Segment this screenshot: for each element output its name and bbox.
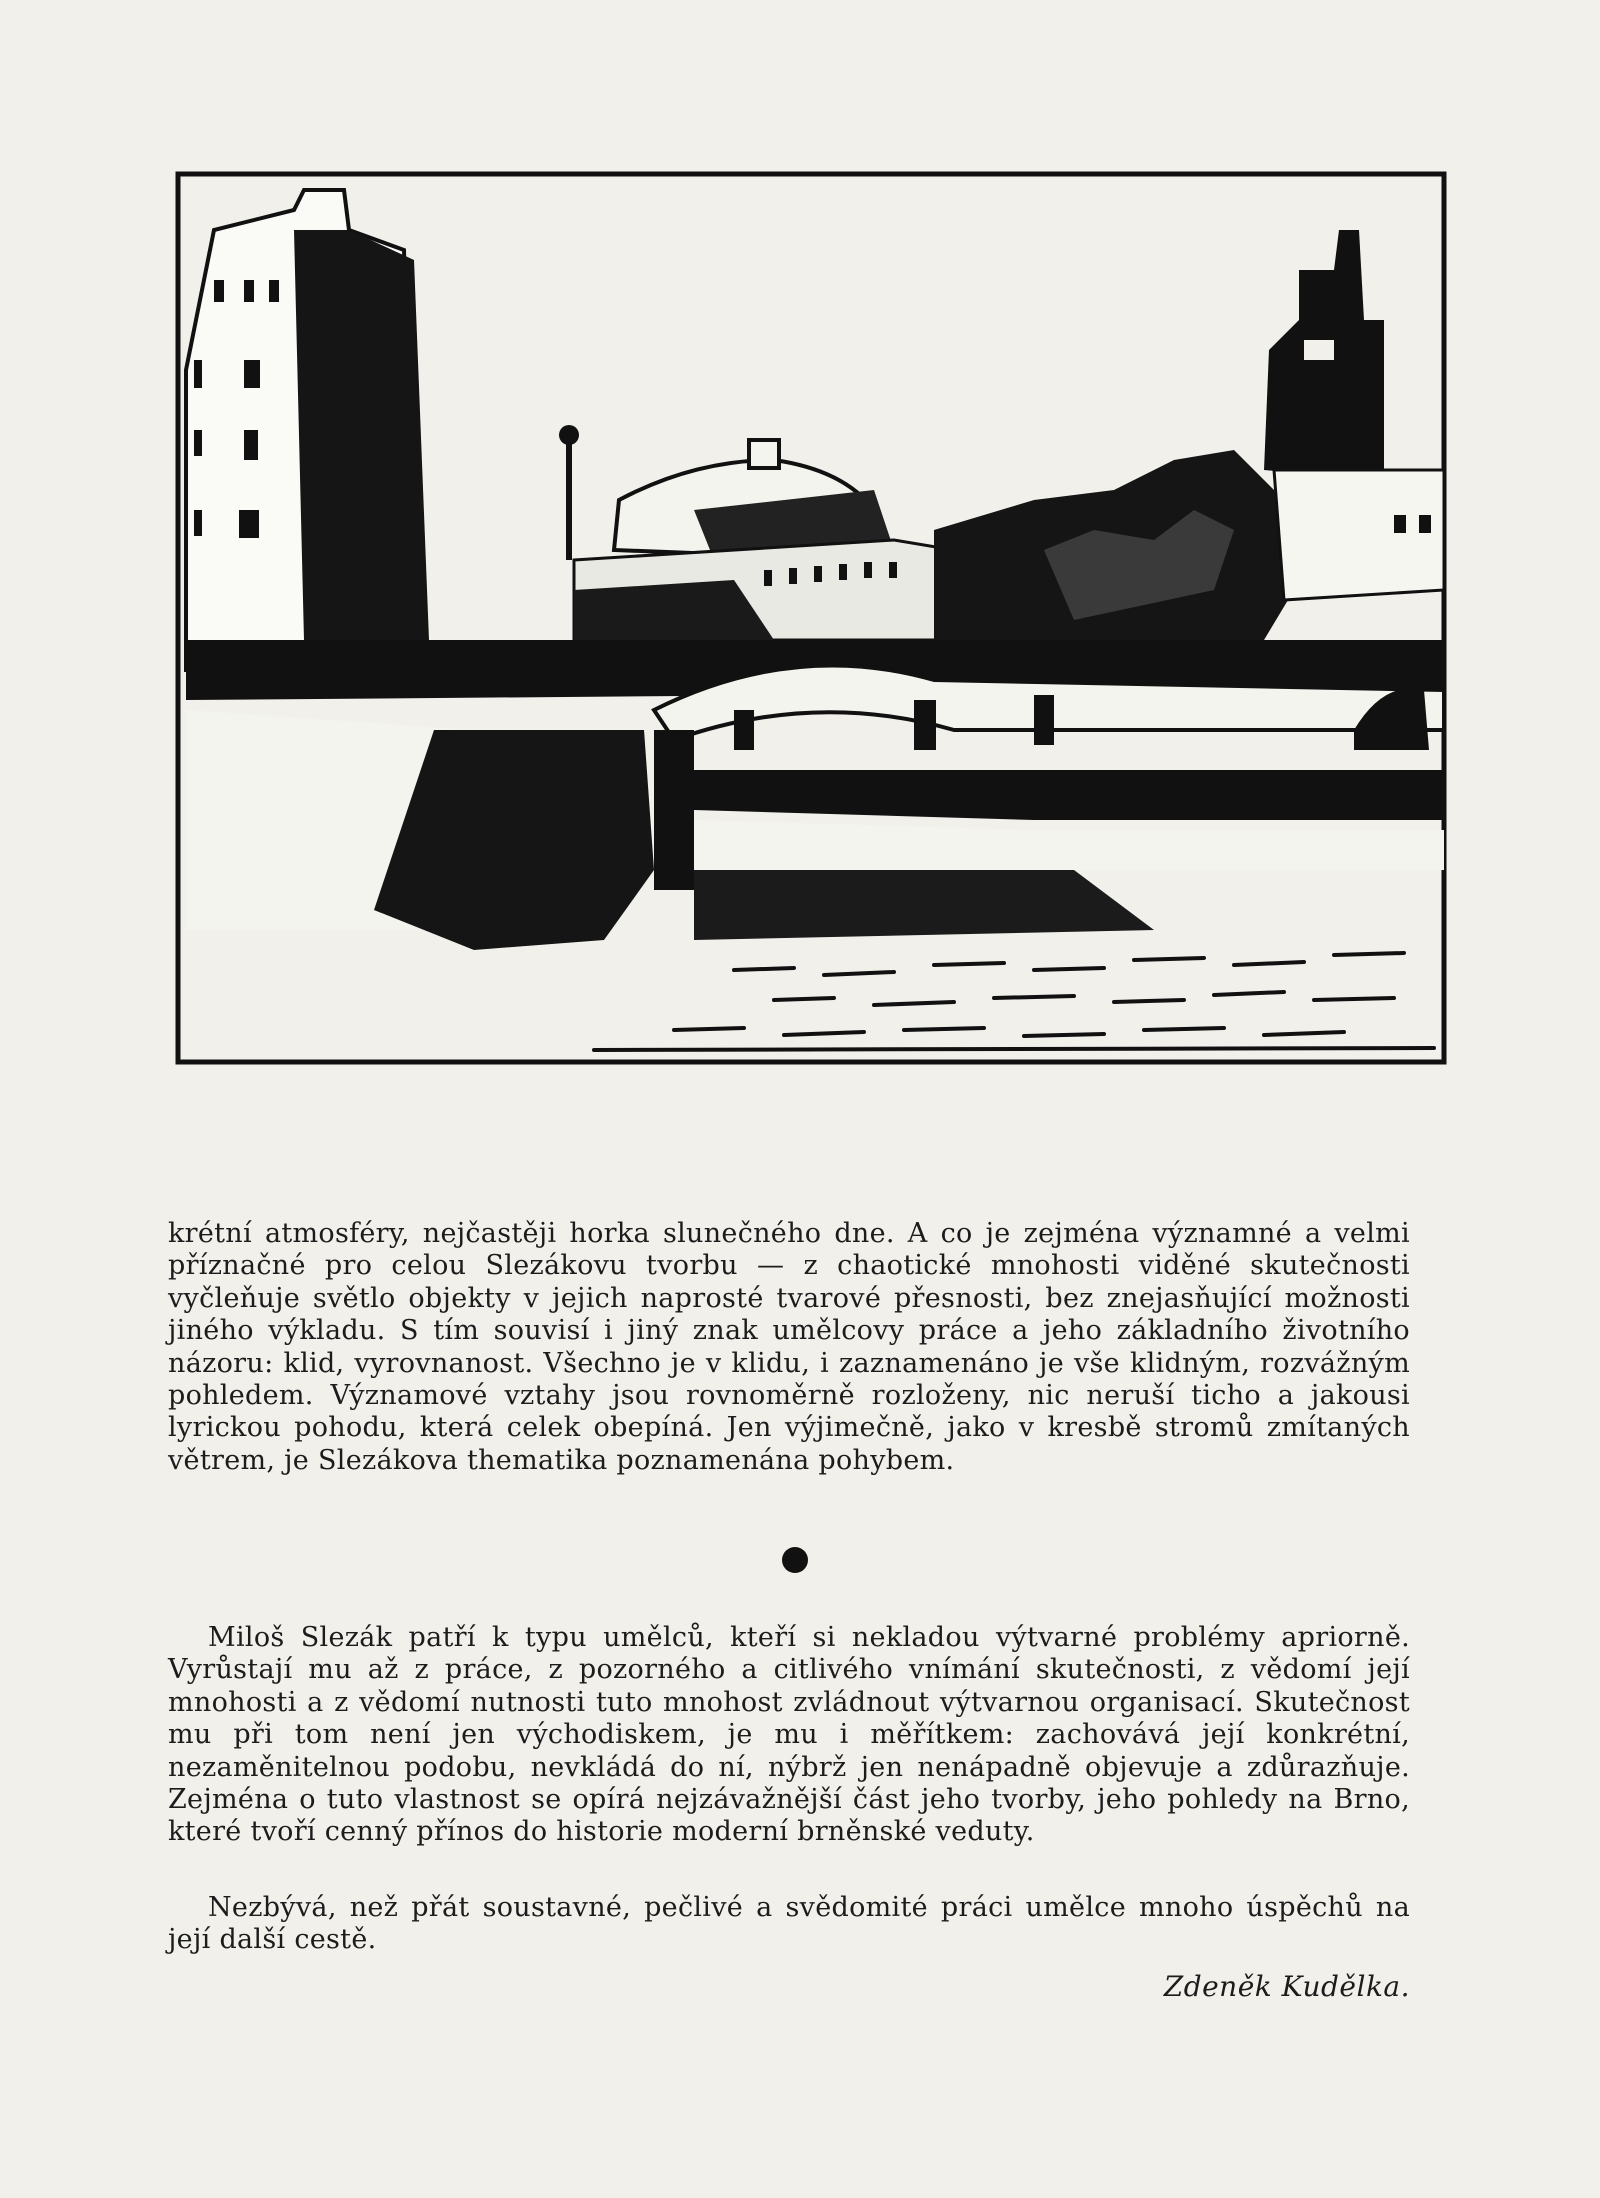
paragraph-3	[168, 1892, 1410, 1957]
left-building-shadow	[294, 230, 429, 640]
divider-dot	[782, 1547, 808, 1573]
author-signature: Zdeněk Kudělka.	[1163, 1970, 1410, 2003]
drawing-svg	[174, 170, 1450, 1070]
paragraph-3-text: Nezbývá, než přát soustavné, pečlivé a svědomité práci umělce mnoho úspěchů na její další cestě.	[168, 1892, 1410, 1956]
lower-embankment	[694, 770, 1444, 820]
water-strokes	[594, 953, 1434, 1050]
paragraph-2	[168, 1622, 1410, 1849]
paragraph-1	[168, 1218, 1410, 1477]
paragraph-1-text: krétní atmosféry, nejčastěji horka slunečného dne. A co je zejména významné a velmi příznačné pro celou Slezákovu tvorbu — z chaotické mnohosti viděné skutečnosti vyčleňuje světlo objekty v jejich naprosté tvarové přesnosti, bez znejasňující možnosti jiného výkladu. S tím souvisí i jiný znak umělcovy práce a jeho základního životního názoru: klid, vyrovnanost. Všechno je v klidu, i zaznamenáno je vše klidným, rozvážným pohledem. Významové vztahy jsou rovnoměrně rozloženy, nic neruší ticho a jakousi lyrickou pohodu, která celek obepíná. Jen výjimečně, jako v kresbě stromů zmítaných větrem, je Slezákova thematika poznamenána pohybem.	[168, 1218, 1410, 1476]
paragraph-2-text: Miloš Slezák patří k typu umělců, kteří si nekladou výtvarné problémy apriorně. Vyrůstají mu až z práce, z pozorného a citlivého vnímání skutečnosti, z vědomí její mnohosti a z vědomí nutnosti tuto mnohost zvládnout výtvarnou organisací. Skutečnost mu při tom není jen východiskem, je mu i měřítkem: zachovává její konkrétní, nezaměnitelnou podobu, nevkládá do ní, nýbrž jen nenápadně objevuje a zdůrazňuje. Zejména o tuto vlastnost se opírá nejzávažnější část jeho tvorby, jeho pohledy na Brno, které tvoří cenný přínos do historie moderní brněnské veduty.	[168, 1622, 1410, 1848]
illustration-drawing	[174, 170, 1450, 1070]
